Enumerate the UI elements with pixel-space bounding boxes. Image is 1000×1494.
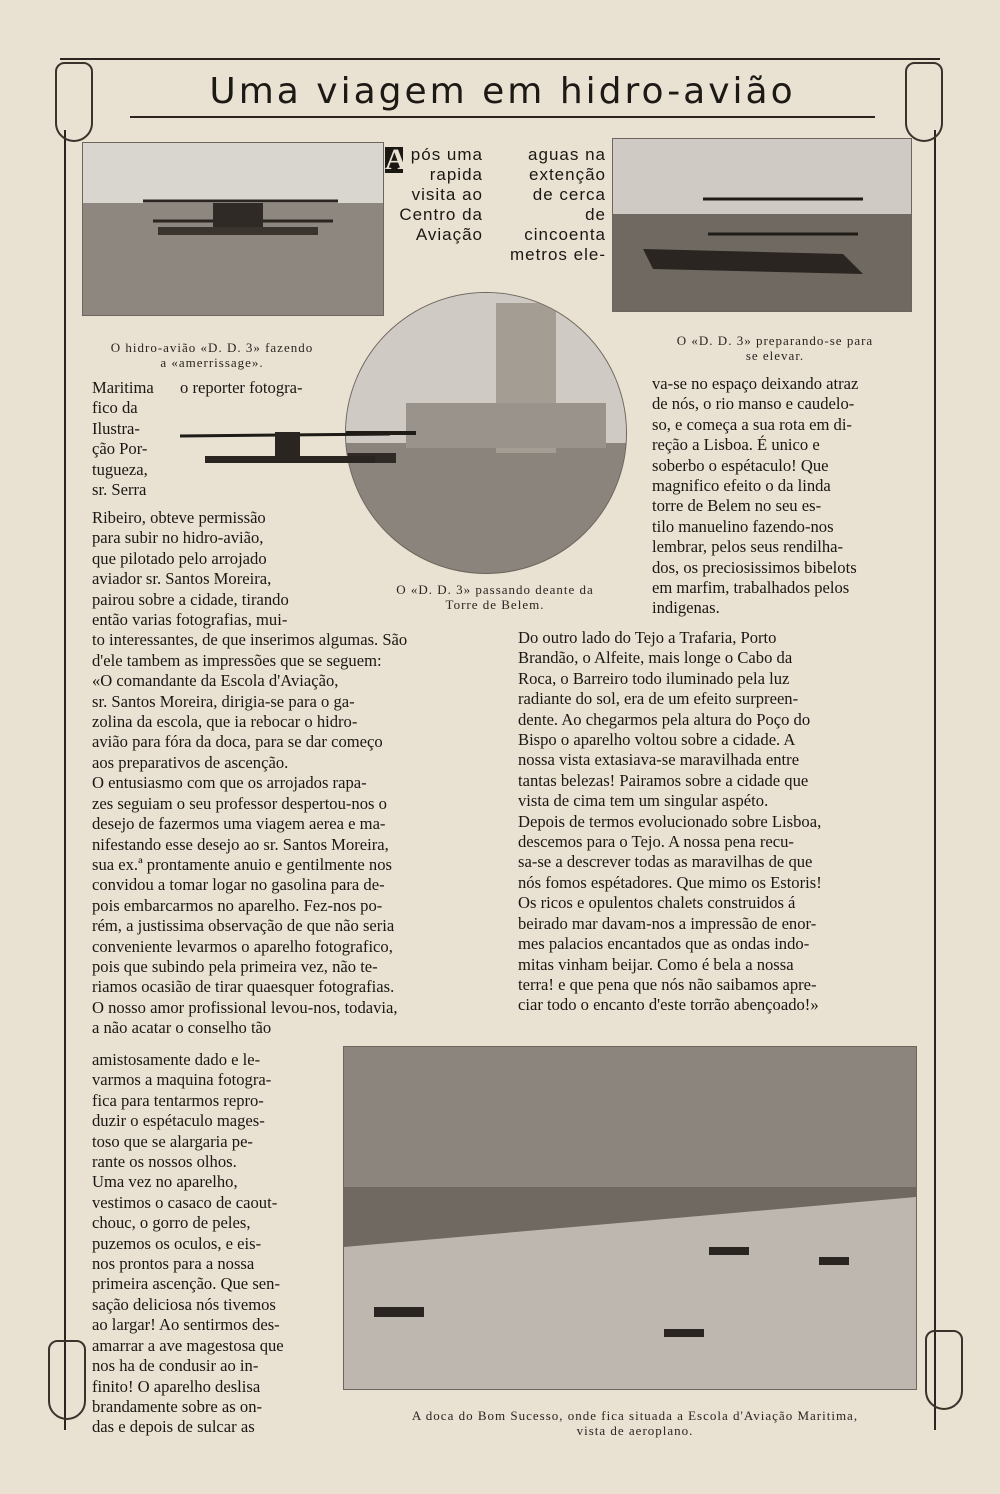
intro-column-2: aguas na extenção de cerca de cincoenta metros ele- bbox=[509, 145, 606, 264]
seaplane-takeoff-illustration bbox=[613, 139, 911, 311]
ornament-bottom-left-icon bbox=[48, 1340, 86, 1420]
caption-top-right: O «D. D. 3» preparando-se para se elevar. bbox=[676, 333, 874, 363]
seaplane-landing-illustration bbox=[83, 143, 383, 315]
caption-bottom: A doca do Bom Sucesso, onde fica situada a Escola d'Aviação Maritima, vista de aeroplano. bbox=[411, 1408, 859, 1438]
photo-seaplane-landing bbox=[82, 142, 384, 316]
frame-right bbox=[934, 130, 936, 1430]
harbor-aerial-illustration bbox=[344, 1047, 916, 1389]
ornament-top-left-icon bbox=[55, 62, 93, 142]
page-title: Uma viagem em hidro-avião bbox=[130, 68, 875, 118]
left-top-right-text: o reporter fotogra- bbox=[180, 378, 303, 397]
ornament-bottom-right-icon bbox=[925, 1330, 963, 1410]
seaplane-silhouette bbox=[180, 428, 400, 478]
caption-top-left: O hidro-avião «D. D. 3» fazendo a «amerrissage». bbox=[110, 340, 314, 370]
frame-left bbox=[64, 130, 66, 1430]
caption-center: O «D. D. 3» passando deante da Torre de Belem. bbox=[396, 582, 594, 612]
photo-doca-bom-sucesso bbox=[343, 1046, 917, 1390]
right-main-text: Do outro lado do Tejo a Trafaria, Porto Brandão, o Alfeite, mais longe o Cabo da Roca, o Barreiro todo iluminado pela luz radiante do sol, era de um efeito surpreen- dente. Ao chegarmos pela altura do Poço do Bispo o aparelho voltou sobre a cidade. A nossa vista extasiava-se maravilhada entre tantas belezas! Pairamos sobre a cidade que vista de cima tem um singular aspéto. Depois de termos evolucionado sobre Lisboa, descemos para o Tejo. A nossa pena recu- sa-se a descrever todas as maravilhas de que nós fomos espétadores. Que mimo os Estoris! Os ricos e opulentos chalets construidos á beirado mar davam-nos a impressão de enor- mes palacios encantados que as ondas indo- mitas vinham beijar. Como é bela a nossa terra! e que pena que nós não saibamos apre- ciar todo o encanto d'este torrão abençoado!» bbox=[518, 628, 822, 1015]
left-top-text: Maritima fico da Ilustra- ção Por- tugueza, sr. Serra bbox=[92, 378, 154, 500]
right-top-text: va-se no espaço deixando atraz de nós, o rio manso e caudelo- so, e começa a sua rota em di- reção a Lisboa. É unico e soberbo o espétaculo! Que magnifico efeito o da linda torre de Belem no seu es- tilo manuelino fazendo-nos lembrar, pelos seus rendilha- dos, os preciosissimos bibelots em marfim, trabalhados pelos indigenas. bbox=[652, 374, 859, 618]
left-bottom-text: amistosamente dado e le- varmos a maquina fotogra- fica para tentarmos repro- duzir o espétaculo mages- toso que se alargaria pe- rante os nossos olhos. Uma vez no aparelho, vestimos o casaco de caout- chouc, o gorro de peles, puzemos os oculos, e eis- nos prontos para a nossa primeira ascenção. Que sen- sação deliciosa nós tivemos ao largar! Ao sentirmos des- amarrar a ave magestosa que nos ha de condusir ao in- finito! O aparelho deslisa brandamente sobre as on- das e depois de sulcar as bbox=[92, 1050, 284, 1437]
left-main-text: Ribeiro, obteve permissão para subir no hidro-avião, que pilotado pelo arrojado aviador sr. Santos Moreira, pairou sobre a cidade, tirando então varias fotografias, mui- to interessantes, de que inserimos algumas. São d'ele tambem as impressões que se seguem: «O comandante da Escola d'Aviação, sr. Santos Moreira, dirigia-se para o ga- zolina da escola, que ia rebocar o hidro- avião para fóra da doca, para se dar começo aos preparativos de ascenção. O entusiasmo com que os arrojados rapa- zes seguiam o seu professor despertou-nos o desejo de fazermos uma viagem aerea e ma- nifestando esse desejo ao sr. Santos Moreira, sua ex.ª prontamente anuio e gentilmente nos convidou a tomar logar no gasolina para de- pois embarcarmos no aparelho. Fez-nos po- rém, a justissima observação de que não seria conveniente levarmos o aparelho fotografico, pois que subindo pela primeira vez, não te- riamos ocasião de tirar quaesquer fotografias. O nosso amor profissional levou-nos, todavia, a não acatar o conselho tão bbox=[92, 508, 408, 1038]
photo-seaplane-takeoff bbox=[612, 138, 912, 312]
intro-column-1: pós uma rapida visita ao Centro da Aviação bbox=[399, 145, 483, 244]
ornament-top-right-icon bbox=[905, 62, 943, 142]
dropcap: A bbox=[385, 143, 407, 176]
frame-top bbox=[60, 58, 940, 60]
